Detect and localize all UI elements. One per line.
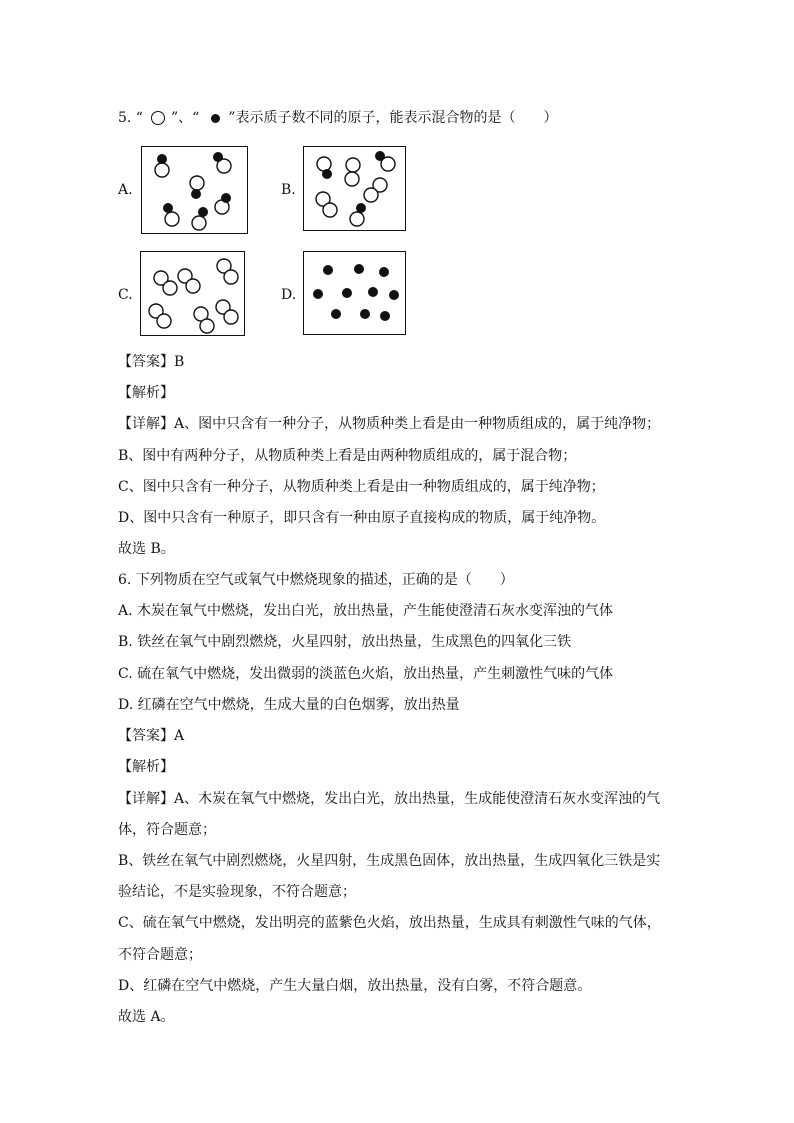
q5-answer: 【答案】B xyxy=(118,354,185,370)
q5-option-c-diagram xyxy=(140,251,245,336)
q6-detail-line-6: 不符合题意； xyxy=(118,947,202,963)
q5-option-c-label: C. xyxy=(118,287,133,303)
q6-detail-line-1: 【详解】A、木炭在氧气中燃烧，发出白光，放出热量，生成能使澄清石灰水变浑浊的气 xyxy=(118,791,661,807)
q5-stem-mid: ”、“ xyxy=(170,110,200,126)
q5-option-d-label: D. xyxy=(281,287,297,303)
q5-stem-suffix: ”表示质子数不同的原子，能表示混合物的是（ ） xyxy=(228,110,558,126)
particle-diagram-b xyxy=(304,147,407,232)
q5-option-a-diagram xyxy=(141,146,248,234)
q6-detail-line-2: 体，符合题意； xyxy=(118,822,216,838)
q6-option-d: D. 红磷在空气中燃烧，生成大量的白色烟雾，放出热量 xyxy=(118,697,460,713)
q6-stem: 6. 下列物质在空气或氧气中燃烧现象的描述，正确的是（ ） xyxy=(118,572,514,588)
particle-diagram-c xyxy=(141,252,246,337)
q6-option-b: B. 铁丝在氧气中剧烈燃烧，火星四射，放出热量，生成黑色的四氧化三铁 xyxy=(118,634,572,650)
q5-stem xyxy=(118,108,557,128)
hollow-atom-legend-icon xyxy=(151,111,165,125)
q6-analysis-heading: 【解析】 xyxy=(118,759,174,775)
q5-detail-line-2: B、图中有两种分子，从物质种类上看是由两种物质组成的，属于混合物； xyxy=(118,448,577,464)
q6-detail-line-4: 验结论，不是实验现象，不符合题意； xyxy=(118,884,356,900)
q5-option-b-diagram xyxy=(303,146,406,231)
q5-detail-line-1: 【详解】A、图中只含有一种分子，从物质种类上看是由一种物质组成的，属于纯净物； xyxy=(118,416,661,432)
particle-diagram-a xyxy=(142,147,249,235)
q5-option-a-label: A. xyxy=(118,182,133,198)
q6-conclusion: 故选 A。 xyxy=(118,1009,175,1025)
q6-detail-line-7: D、红磷在空气中燃烧，产生大量白烟，放出热量，没有白雾，不符合题意。 xyxy=(118,978,592,994)
q6-detail-line-5: C、硫在氧气中燃烧，发出明亮的蓝紫色火焰，放出热量，生成具有刺激性气味的气体， xyxy=(118,915,661,931)
q5-option-d-diagram xyxy=(303,251,406,335)
q6-detail-line-3: B、铁丝在氧气中剧烈燃烧，火星四射，生成黑色固体，放出热量，生成四氧化三铁是实 xyxy=(118,853,661,869)
particle-diagram-d xyxy=(304,252,407,336)
q6-option-a: A. 木炭在氧气中燃烧，发出白光，放出热量，产生能使澄清石灰水变浑浊的气体 xyxy=(118,603,614,619)
q5-analysis-heading: 【解析】 xyxy=(118,385,174,401)
solid-atom-legend-icon xyxy=(211,114,220,123)
q5-stem-prefix: 5. “ xyxy=(118,110,143,126)
q5-conclusion: 故选 B。 xyxy=(118,541,175,557)
q6-option-c: C. 硫在氧气中燃烧，发出微弱的淡蓝色火焰，放出热量，产生刺激性气味的气体 xyxy=(118,666,614,682)
q6-answer: 【答案】A xyxy=(118,728,185,744)
q5-detail-line-3: C、图中只含有一种分子，从物质种类上看是由一种物质组成的，属于纯净物； xyxy=(118,479,605,495)
q5-detail-line-4: D、图中只含有一种原子，即只含有一种由原子直接构成的物质，属于纯净物。 xyxy=(118,510,606,526)
q5-option-b-label: B. xyxy=(281,182,296,198)
